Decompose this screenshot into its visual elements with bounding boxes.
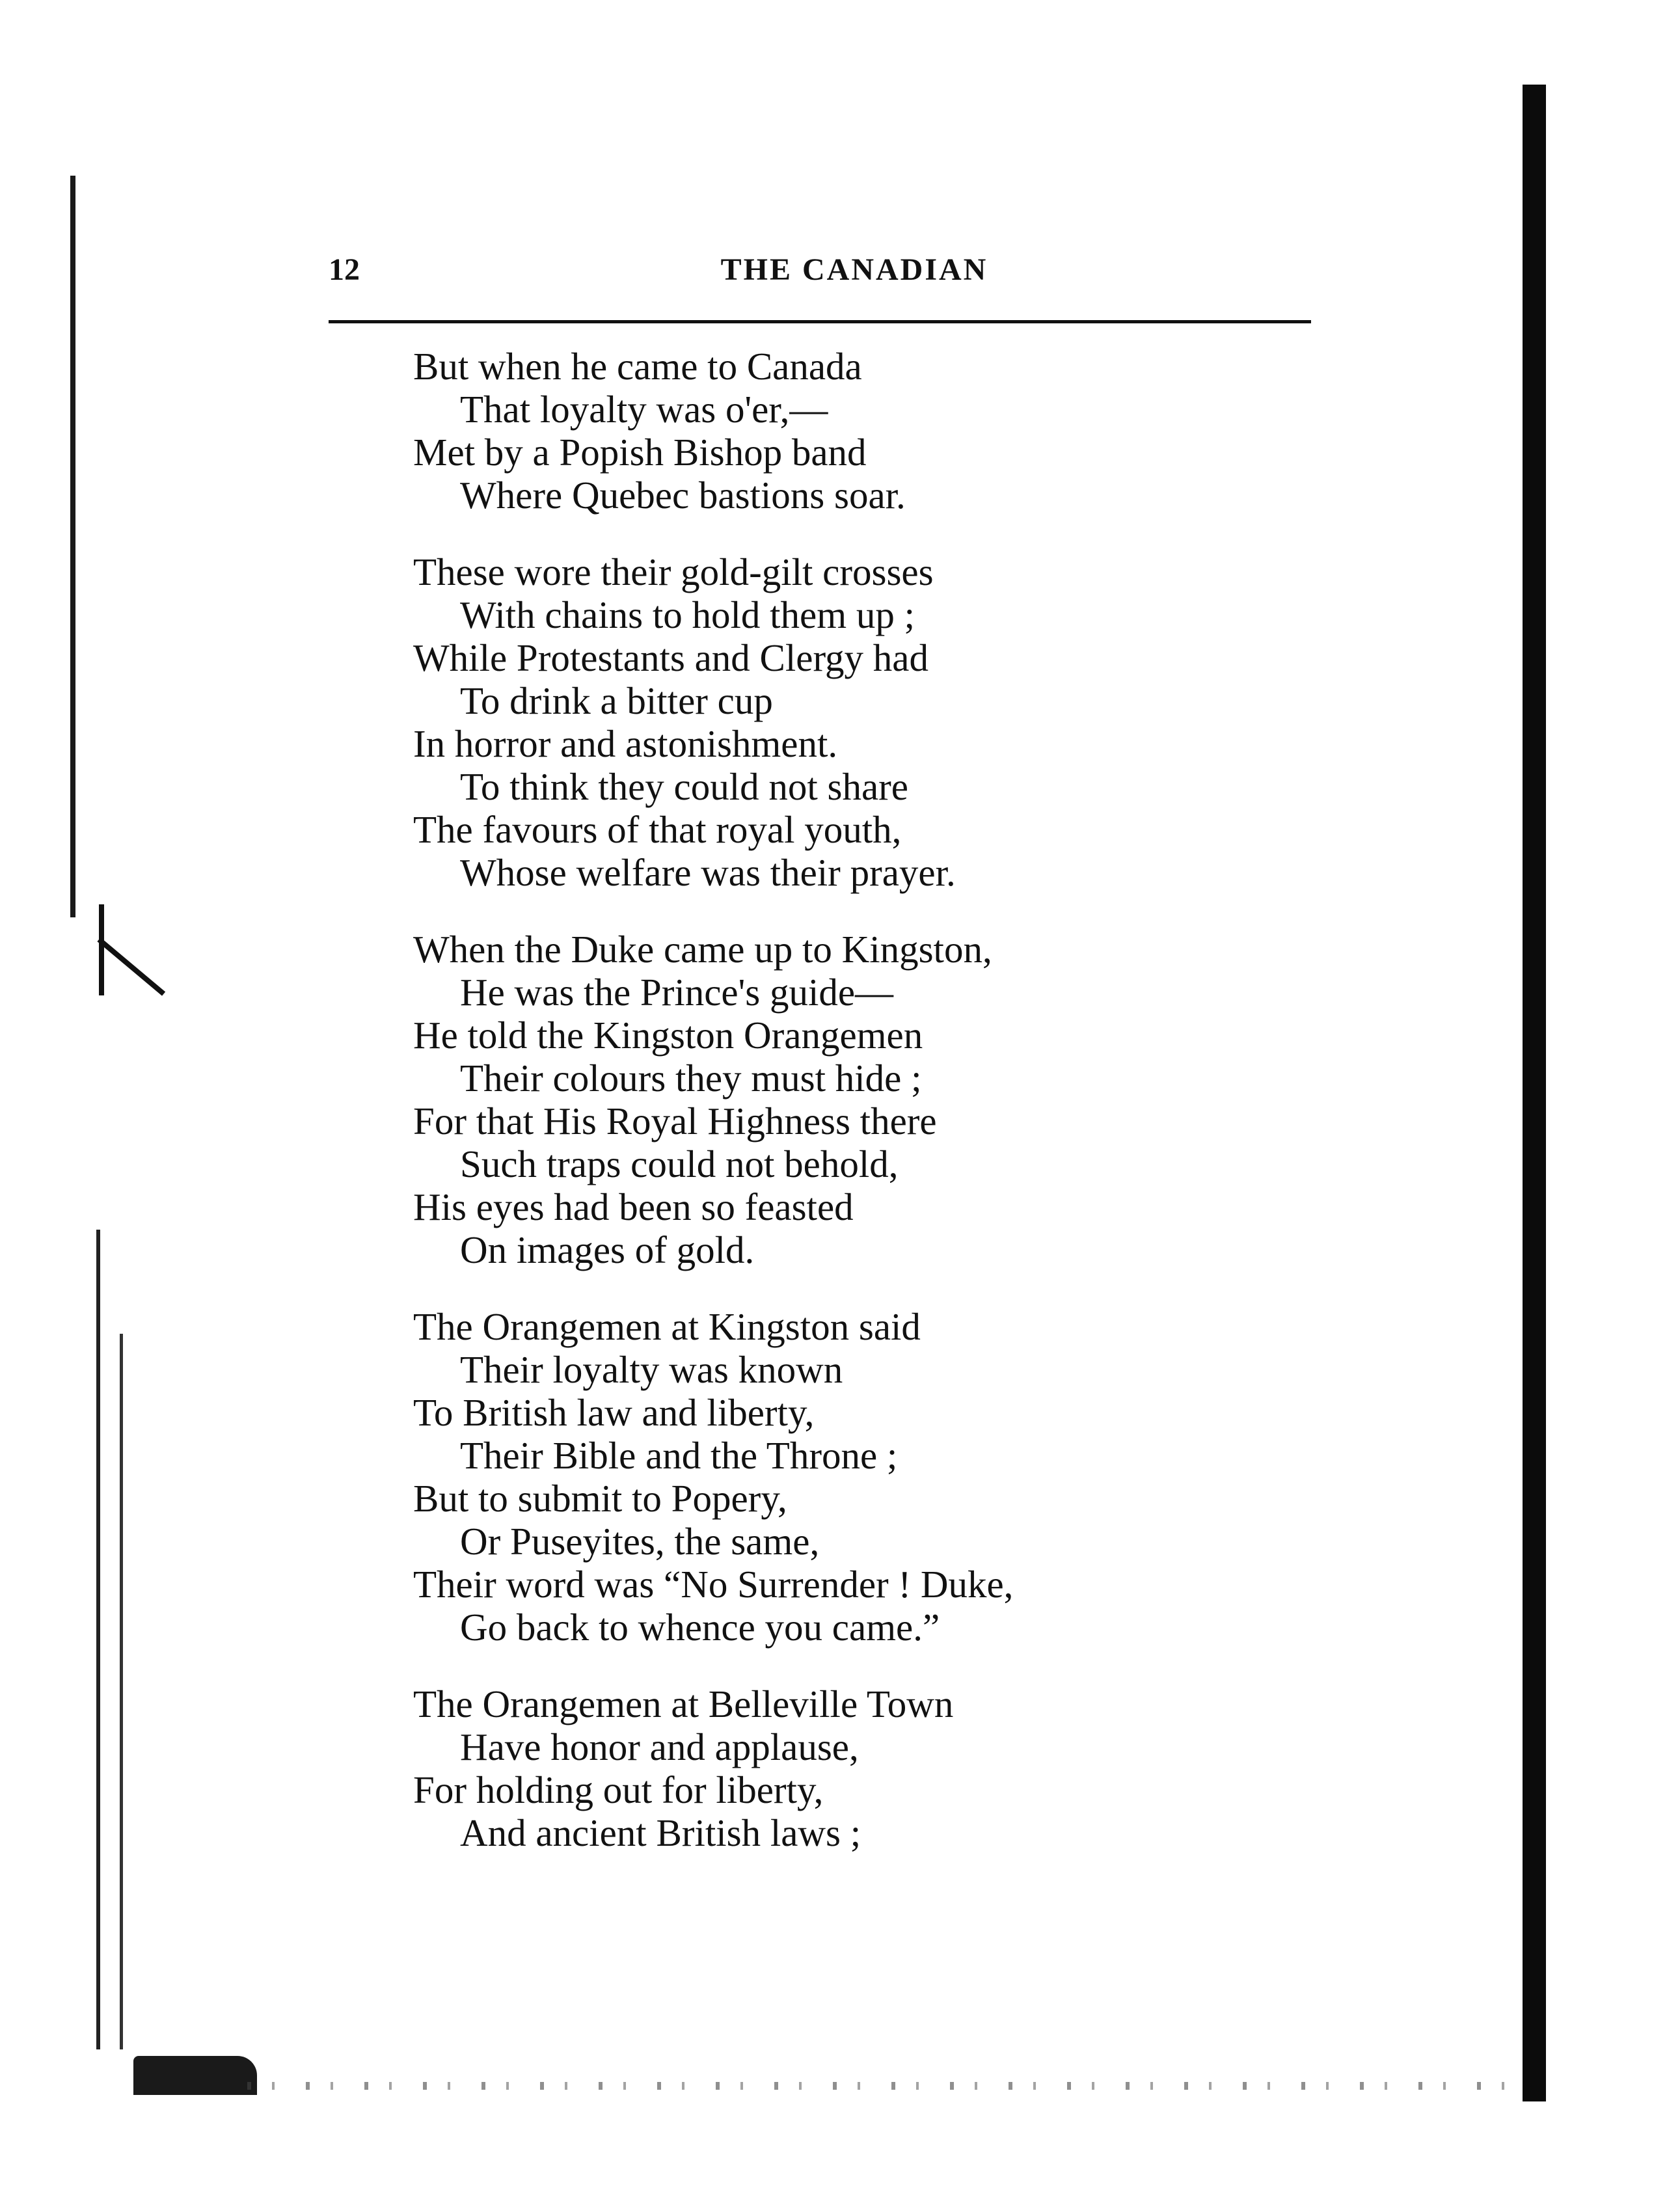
poem-line: Such traps could not behold, <box>460 1142 899 1185</box>
poem-line: Have honor and applause, <box>460 1725 859 1768</box>
poem-line: And ancient British laws ; <box>460 1811 861 1854</box>
stanza <box>413 928 1259 1271</box>
poem-line: While Protestants and Clergy had <box>413 636 928 679</box>
poem-line: Their Bible and the Throne ; <box>460 1434 898 1477</box>
poem-body <box>413 345 1259 1888</box>
stanza <box>413 1305 1259 1649</box>
poem-line: His eyes had been so feasted <box>413 1185 854 1228</box>
poem-line: Whose welfare was their prayer. <box>460 851 956 894</box>
poem-line: Go back to whence you came.” <box>460 1606 940 1649</box>
poem-line: When the Duke came up to Kingston, <box>413 928 992 971</box>
poem-line: With chains to hold them up ; <box>460 593 915 636</box>
page-number: 12 <box>329 252 360 287</box>
poem-line: Where Quebec bastions soar. <box>460 474 906 517</box>
poem-line: He was the Prince's guide— <box>460 971 894 1014</box>
poem-line: The Orangemen at Kingston said <box>413 1305 921 1348</box>
poem-line: Met by a Popish Bishop band <box>413 431 867 474</box>
poem-line: The favours of that royal youth, <box>413 808 902 851</box>
scan-edge-right <box>1523 85 1546 2101</box>
poem-line: For that His Royal Highness there <box>413 1100 937 1142</box>
poem-line: In horror and astonishment. <box>413 722 838 765</box>
poem-line: To British law and liberty, <box>413 1391 815 1434</box>
stanza <box>413 1682 1259 1854</box>
poem-line: But when he came to Canada <box>413 345 862 388</box>
poem-line: But to submit to Popery, <box>413 1477 787 1520</box>
poem-line: These wore their gold-gilt crosses <box>413 550 934 593</box>
poem-line: On images of gold. <box>460 1228 755 1271</box>
stanza <box>413 550 1259 894</box>
poem-line: Their word was “No Surrender ! Duke, <box>413 1563 1014 1606</box>
scan-edge-left-inner <box>120 1334 123 2049</box>
poem-line: He told the Kingston Orangemen <box>413 1014 923 1057</box>
poem-line: To think they could not share <box>460 765 908 808</box>
scan-mark <box>99 904 104 995</box>
poem-line: For holding out for liberty, <box>413 1768 824 1811</box>
stanza <box>413 345 1259 517</box>
scan-edge-left-lower <box>96 1230 100 2049</box>
poem-line: Or Puseyites, the same, <box>460 1520 820 1563</box>
scan-mark-diagonal <box>97 938 165 996</box>
running-title: THE CANADIAN <box>720 252 988 287</box>
scan-smudge <box>133 2056 257 2095</box>
poem-line: That loyalty was o'er,— <box>460 388 828 431</box>
page-header <box>329 250 1311 290</box>
poem-line: To drink a bitter cup <box>460 679 773 722</box>
header-rule <box>329 320 1311 323</box>
scan-edge-left <box>70 176 75 917</box>
poem-line: The Orangemen at Belleville Town <box>413 1682 954 1725</box>
poem-line: Their colours they must hide ; <box>460 1057 922 1100</box>
poem-line: Their loyalty was known <box>460 1348 843 1391</box>
scan-noise-bottom <box>247 2082 1516 2090</box>
